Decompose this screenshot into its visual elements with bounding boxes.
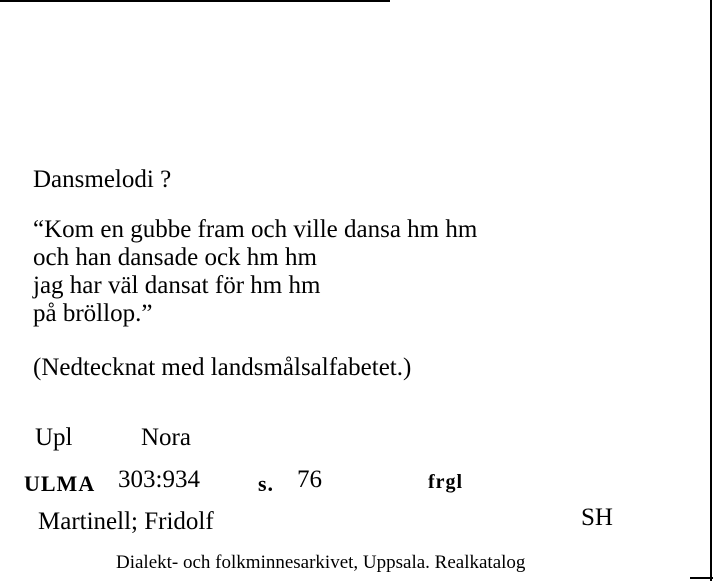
card-title: Dansmelodi ?	[33, 166, 172, 193]
card-right-edge	[710, 0, 712, 581]
verse-line-2: och han dansade ock hm hm	[33, 244, 317, 271]
card-top-edge	[0, 0, 390, 2]
page-label: s.	[258, 471, 275, 496]
card-bottom-edge	[690, 577, 713, 579]
archive-code: ULMA	[24, 471, 96, 496]
initials: SH	[581, 504, 613, 531]
verse-line-4: på bröllop.”	[33, 300, 153, 327]
parish: Nora	[141, 424, 191, 451]
page-number: 76	[297, 466, 322, 493]
archive-footer: Dialekt- och folkminnesarkivet, Uppsala. Realkatalog	[116, 552, 526, 573]
record-number: 303:934	[118, 466, 200, 493]
collector: Martinell; Fridolf	[38, 508, 214, 535]
category: frgl	[428, 471, 464, 493]
province: Upl	[35, 424, 73, 451]
transcription-note: (Nedtecknat med landsmålsalfabetet.)	[33, 354, 412, 381]
verse	[33, 216, 477, 328]
verse-line-1: “Kom en gubbe fram och ville dansa hm hm	[33, 216, 478, 243]
verse-line-3: jag har väl dansat för hm hm	[33, 272, 321, 299]
